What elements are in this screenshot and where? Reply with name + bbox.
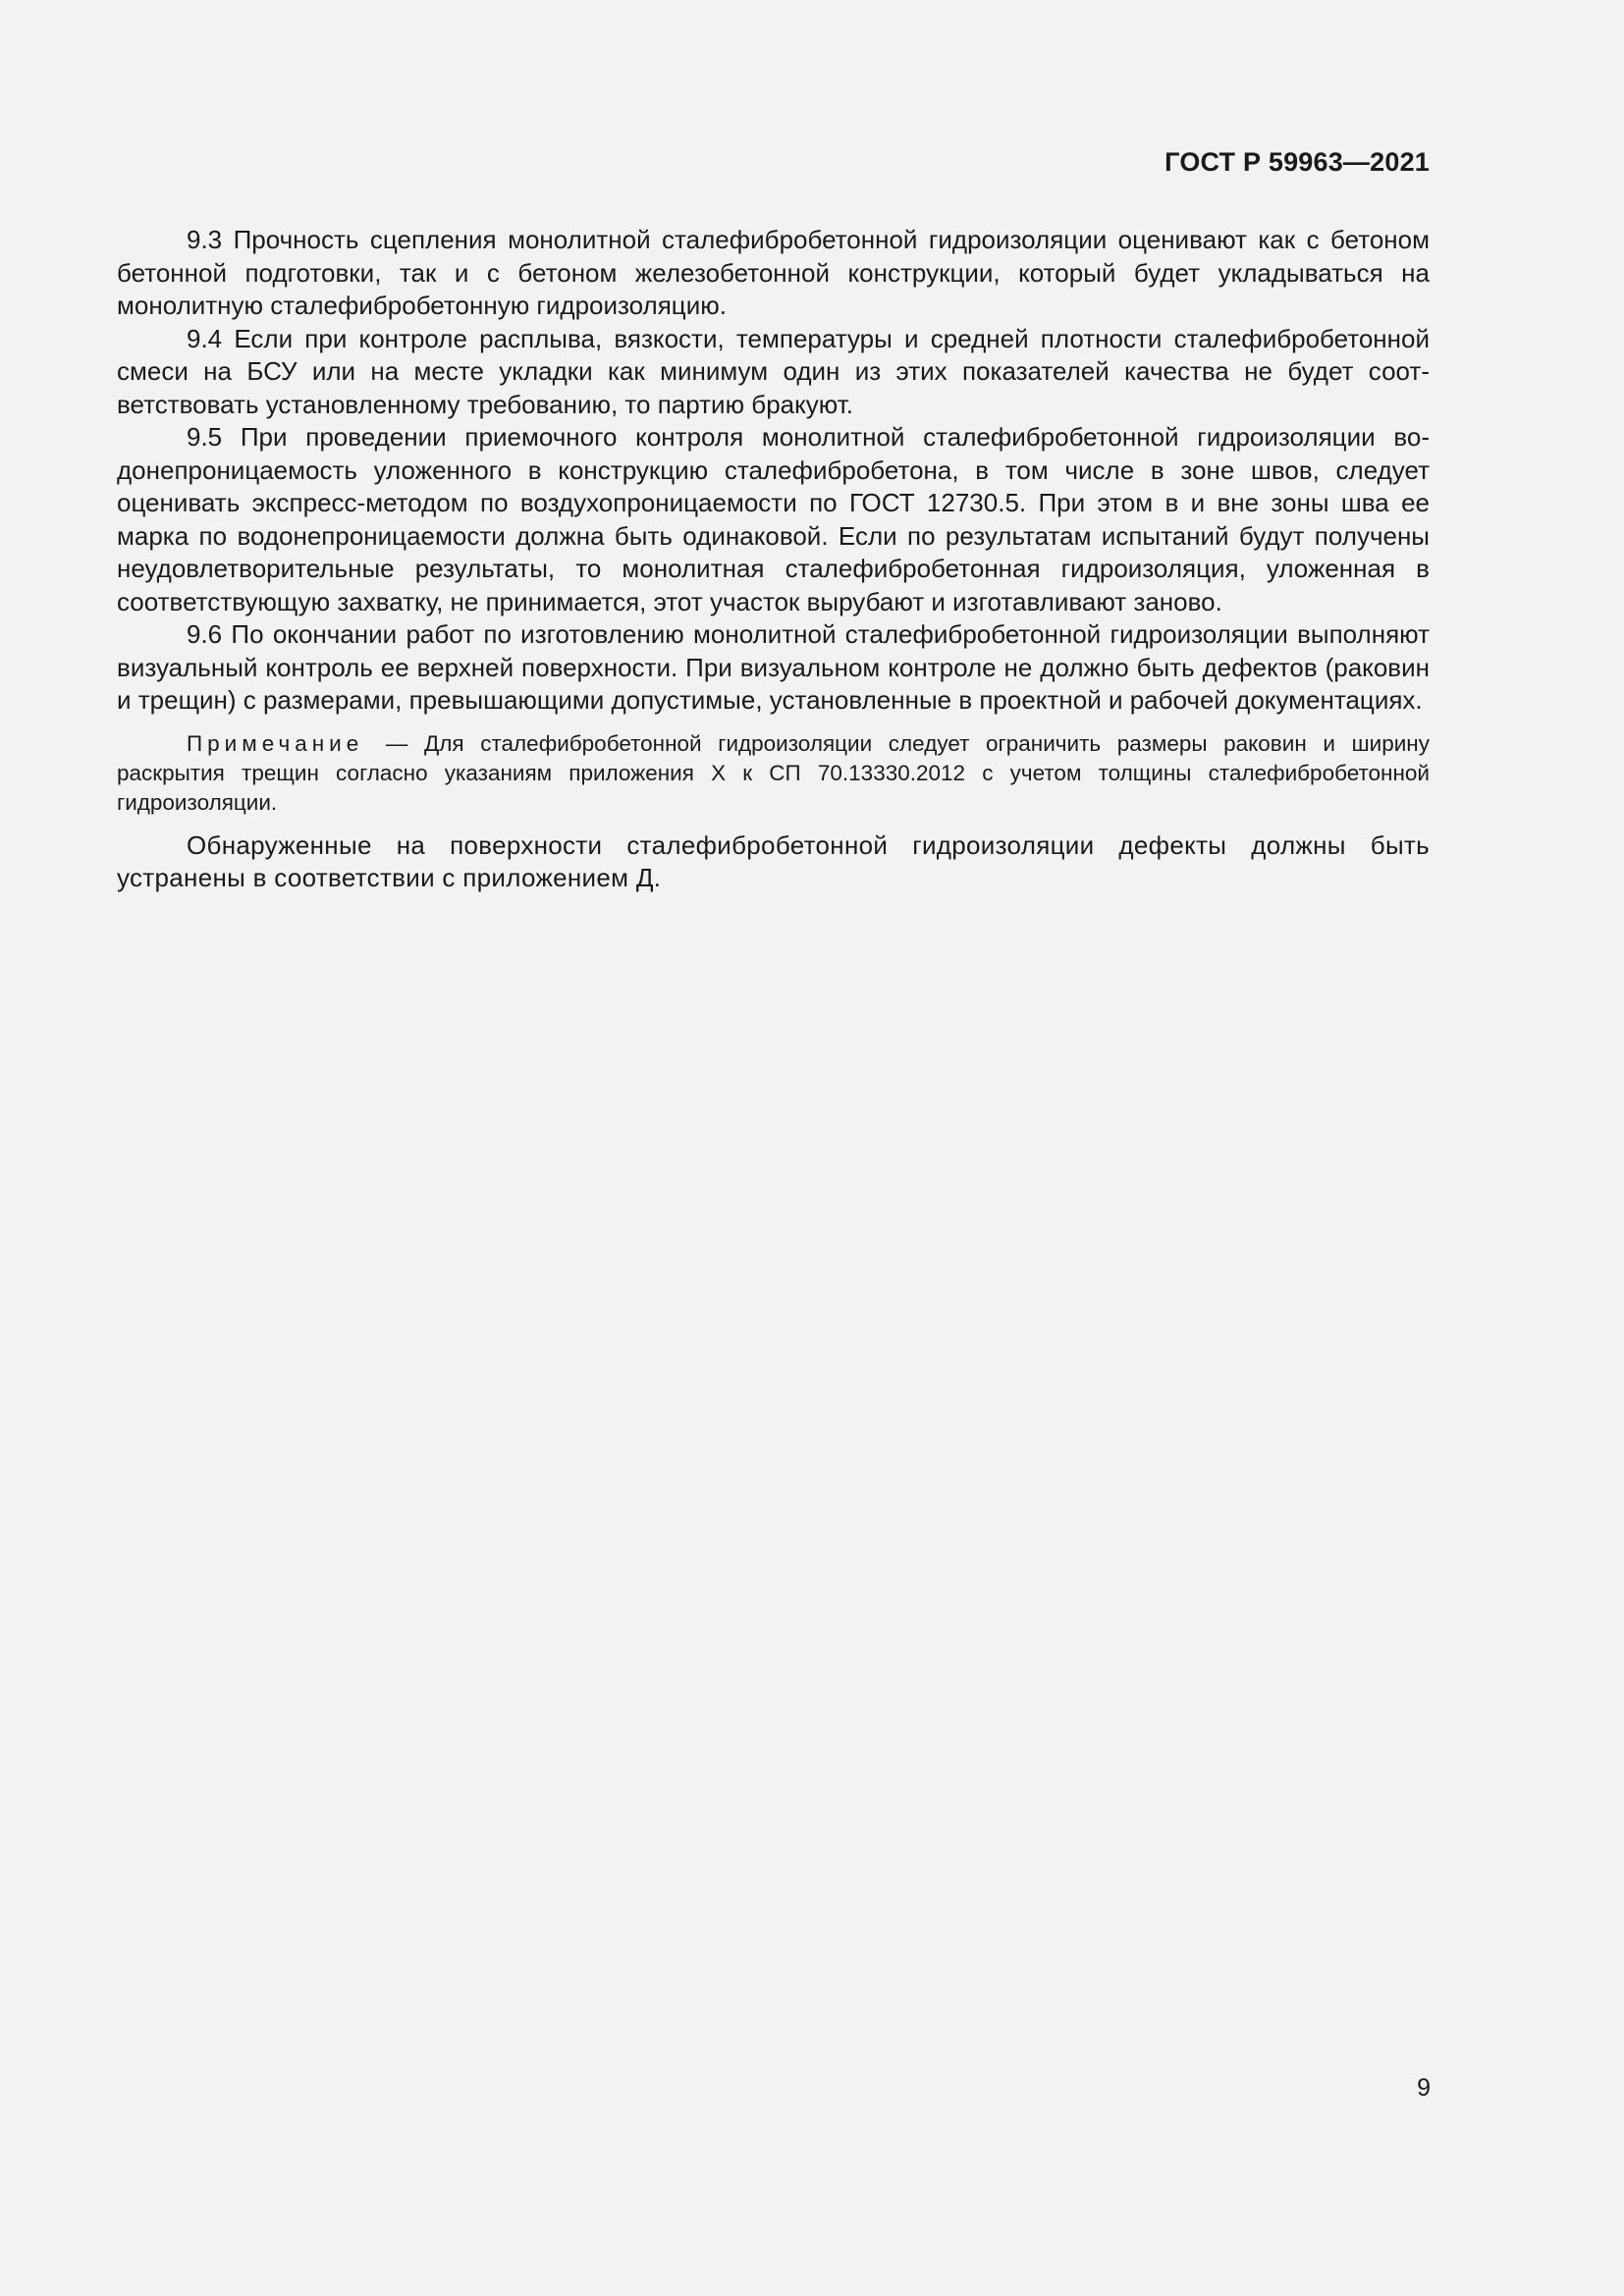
paragraph-9-6: 9.6 По окончании работ по изготовлению монолитной сталефибробетонной гидроизоляции выполняют визуальный контроль ее верхней поверхности. При визуальном контроле не должно быть дефектов (раковин и трещин) с размерами, превышающими допустимые, установленные в проектной и рабочей документациях. (117, 619, 1430, 715)
note-text: — Для сталефибробетонной гидроизоляции следует ограничить размеры раковин и ширину раскрытия трещин согласно указаниям приложения Х к СП 70.13330.2012 с учетом толщины сталефибробетонной гидроизоляции. (117, 730, 1430, 815)
note-label: Примечание (187, 730, 364, 756)
page-number: 9 (1417, 2074, 1431, 2102)
note-block (117, 729, 1430, 818)
paragraph-9-4: 9.4 Если при контроле расплыва, вязкости, температуры и средней плотности сталефибробетонной смеси на БСУ или на месте укладки как минимум один из этих показателей качества не будет соответствовать установленному требованию, то партию бракуют. (117, 323, 1430, 419)
document-code-header: ГОСТ Р 59963—2021 (1164, 147, 1430, 177)
paragraph-9-5: 9.5 При проведении приемочного контроля монолитной сталефибробетонной гидроизоляции водонепроницаемость уложенного в конструкцию сталефибробетона, в том числе в зоне швов, следует оценивать экспресс-методом по воздухопроницаемости по ГОСТ 12730.5. При этом в и вне зоны шва ее марка по водонепроницаемости должна быть одинаковой. Если по результатам испытаний будут получены неудовлетворительные результаты, то монолитная сталефибробетонная гидроизоляция, уложенная в соответствующую захватку, не принимается, этот участок вырубают и изготавливают заново. (117, 422, 1430, 616)
document-body (117, 224, 1430, 895)
closing-paragraph: Обнаруженные на поверхности сталефибробетонной гидроизоляции дефекты должны быть устранены в соответствии с приложением Д. (117, 829, 1430, 892)
paragraph-9-3: 9.3 Прочность сцепления монолитной сталефибробетонной гидроизоляции оценивают как с бетоном бетонной подготовки, так и с бетоном железобетонной конструкции, который будет укладываться на монолитную сталефибробетонную гидроизоляцию. (117, 225, 1430, 320)
